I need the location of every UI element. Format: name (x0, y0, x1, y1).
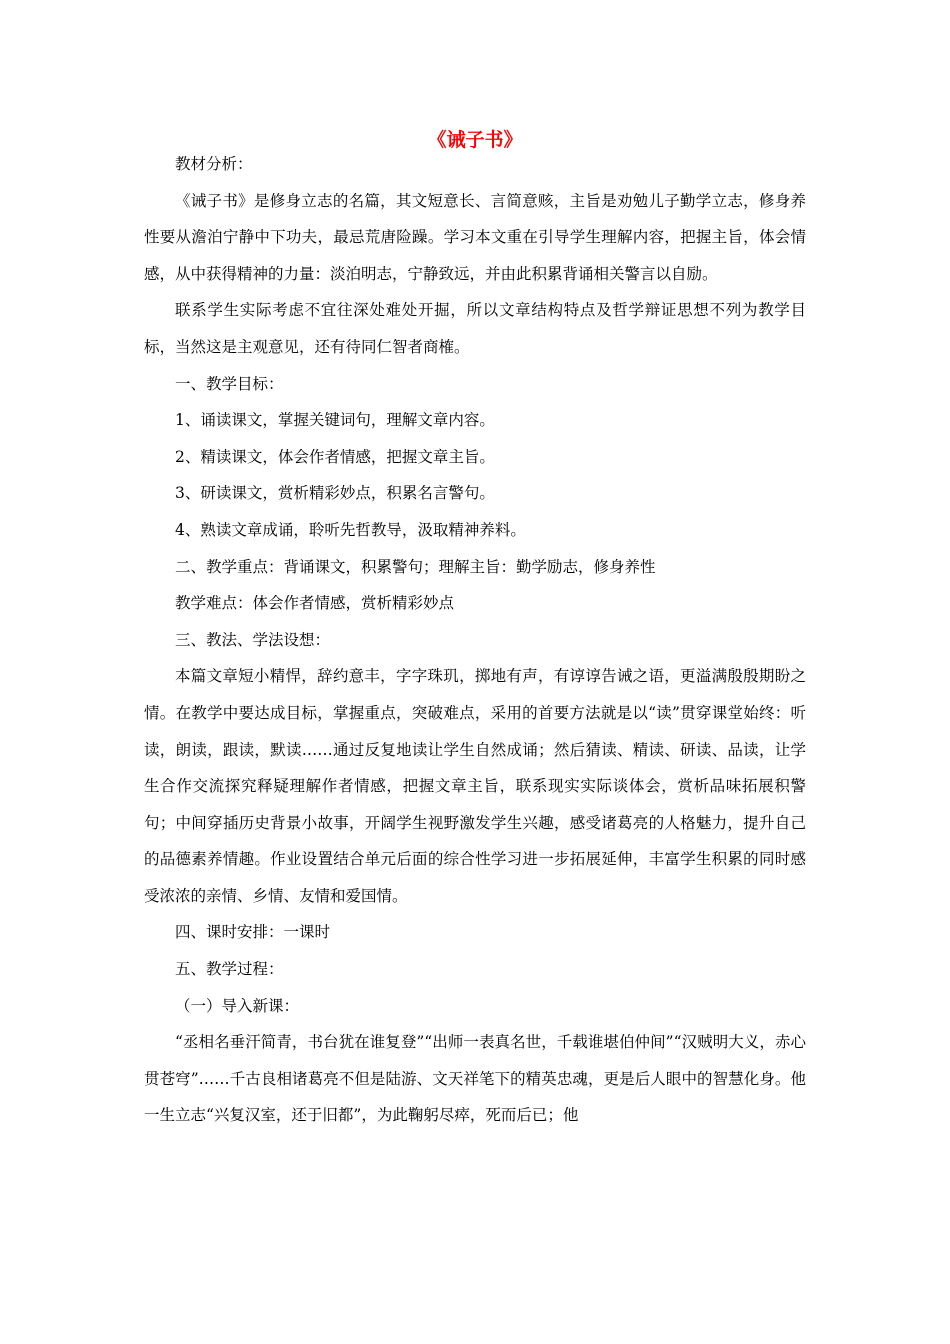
document-title: 《诫子书》 (427, 129, 523, 151)
paragraph-intro-heading: （一）导入新课： (175, 996, 300, 1015)
paragraph-goal-1: 1、诵读课文，掌握关键词句，理解文章内容。 (175, 411, 495, 430)
paragraph-schedule: 四、课时安排：一课时 (175, 923, 331, 942)
paragraph-goal-4: 4、熟读文章成诵，聆听先哲教导，汲取精神养料。 (175, 520, 526, 539)
paragraph-student-consideration: 联系学生实际考虑不宜往深处难处开掘，所以文章结构特点及哲学辩证思想不列为教学目标，当然这是主观意见，还有待同仁智者商榷。 (144, 301, 806, 356)
paragraph-teaching-focus: 二、教学重点：背诵课文，积累警句；理解主旨：勤学励志，修身养性 (175, 557, 656, 576)
paragraph-intro-text: “丞相名垂汗简青，书台犹在谁复登”“出师一表真名世，千载谁堪伯仲间”“汉贼明大义，赤心贯苍穹”……千古良相诸葛亮不但是陆游、文天祥笔下的精英忠魂，更是后人眼中的智慧化身。他一生立志“兴复汉室，还于旧都”，为此鞠躬尽瘁，死而后已；他 (144, 1033, 806, 1125)
paragraph-goal-2: 2、精读课文，体会作者情感，把握文章主旨。 (175, 447, 495, 466)
paragraph-material-analysis: 《诫子书》是修身立志的名篇，其文短意长、言简意赅，主旨是劝勉儿子勤学立志，修身养性要从澹泊宁静中下功夫，最忌荒唐险躁。学习本文重在引导学生理解内容，把握主旨，体会情感，从中获得精神的力量：淡泊明志，宁静致远，并由此积累背诵相关警言以自励。 (144, 191, 806, 283)
paragraph-teaching-goals-heading: 一、教学目标： (175, 374, 284, 393)
paragraph-goal-3: 3、研读课文，赏析精彩妙点，积累名言警句。 (175, 484, 495, 503)
paragraph-method-heading: 三、教法、学法设想： (175, 630, 331, 649)
paragraph-process-heading: 五、教学过程： (175, 960, 284, 979)
paragraph-method-description: 本篇文章短小精悍，辞约意丰，字字珠玑，掷地有声，有谆谆告诫之语，更溢满殷殷期盼之情。在教学中要达成目标，掌握重点，突破难点，采用的首要方法就是以“读”贯穿课堂始终：听读，朗读，跟读，默读……通过反复地读让学生自然成诵；然后猜读、精读、研读、品读，让学生合作交流探究释疑理解作者情感，把握文章主旨，联系现实实际谈体会，赏析品味拓展积警句；中间穿插历史背景小故事，开阔学生视野激发学生兴趣，感受诸葛亮的人格魅力，提升自己的品德素养情趣。作业设置结合单元后面的综合性学习进一步拓展延伸，丰富学生积累的同时感受浓浓的亲情、乡情、友情和爱国情。 (144, 667, 806, 905)
paragraph-material-analysis-heading: 教材分析： (175, 155, 253, 173)
document-body (144, 146, 806, 1134)
paragraph-teaching-difficulty: 教学难点：体会作者情感，赏析精彩妙点 (175, 594, 455, 613)
